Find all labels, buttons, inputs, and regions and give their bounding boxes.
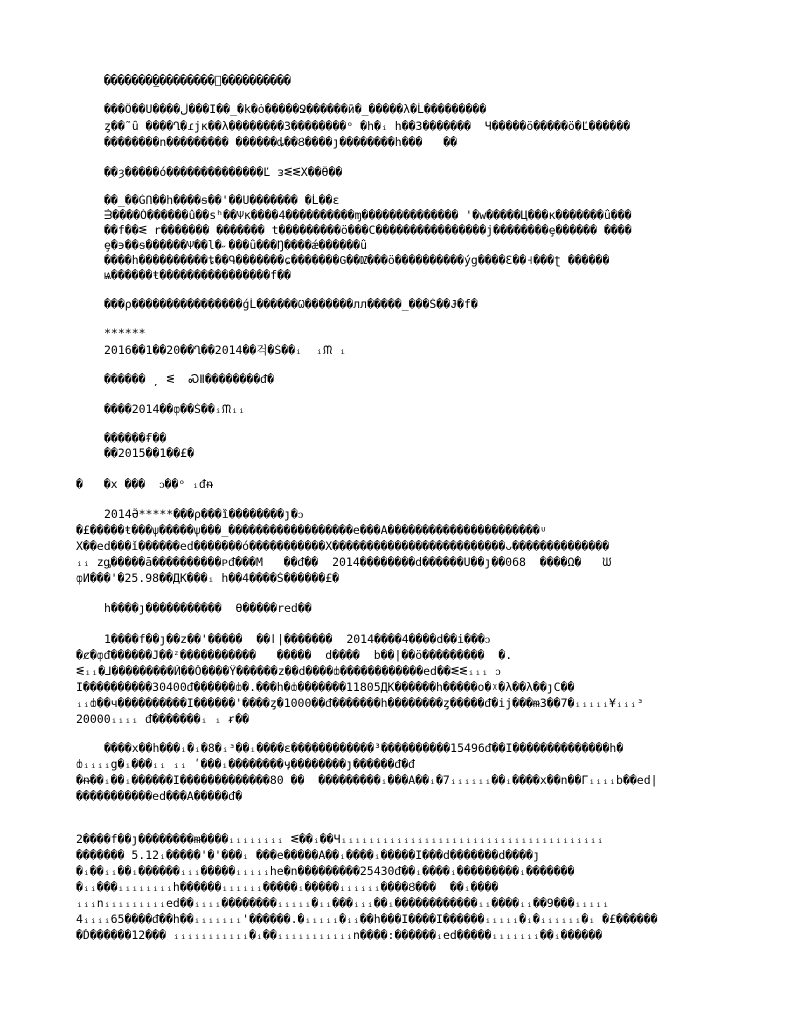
text-line: ᓬᵢᵢ�⅃���������Й��Ŏ����Ϋ������z��d����ȸ������������ed��ᓬᓬᵢᵢᵢ ᦱ: [76, 665, 501, 678]
text-line: ᵢᵢ zᶃ�����ā����������ᴩᵭ���M ��ᵭ�� 2014��������d������U��ȷ��068 ����Ω� ᙎ: [76, 556, 612, 569]
text-line: ******: [104, 327, 146, 340]
text-line: ѩ������ŧ����������������f��: [104, 269, 291, 282]
text-line: �£�����ŧ���ѱ�����ѱ���_������������������e���A����������������������ᶸ: [76, 524, 547, 537]
text-line: ȩ�϶��ᵴ������Ѱ��l�˶���ǜ���Ŋ����ǽ������ǜ: [104, 239, 368, 252]
text-line: 2016��1��20��Ղ��2014��걱�Ś��ᵢ ᵢᙏ ᵢ: [104, 344, 347, 357]
text-line: ȸᵢᵢᵢᵢg�ᵢ���ᵢᵢ ᵢᵢ ʹ���ᵢ��������ӌ��������ȷ������ᵭ�ᵭ: [76, 758, 416, 771]
text-line: ���Ӧ��U����ڵ���I��_�k�ȯ�����Ջ������ӣ�_�����λ�Ĺ���������: [104, 103, 487, 116]
text-line: ����h����������ȶ��Գ�������ɕ�������Ԍ��Ǳ���ö����������ýg����Ɛ��˧���ʈ ������: [104, 254, 610, 267]
paragraph-2: ��ȝ�����ó��������������Ľ ᴈᓬᓬX��Ӫ��: [104, 166, 343, 179]
text-line: 4ᵢᵢᵢᵢ65����ᵭ��h��ᵢᵢᵢᵢᵢᵢᵢ'������.�ᵢᵢᵢᵢᵢ�ᵢᵢ��h���I����I������ᵢᵢᵢᵢᵢ�ᵢ�ᵢᵢᵢᵢᵢᵢ�ᵢ �£������: [76, 913, 658, 926]
paragraph-11: h����ȷ����������� Ѳ�����reԁ��: [104, 602, 312, 615]
text-line: ᵢᵢȸ��ч����������I������'����ȥ�1000��ᵭ�������h��������ȥ�����ᵭ�ij���ᵯ3��7�ᵢᵢᵢᵢᵢ¥ᵢᵢᵢᶟ: [76, 697, 644, 710]
text-line: ������ᵮ��: [104, 432, 167, 445]
text-line: X��ed���ǐ������ed�������ó�����������X�������������������������ᴗ��������������: [76, 540, 610, 553]
text-line: ᣮ����Ǒ������û��sʰ��Ѱĸ����4����������ɱ�������������� '�w�����Ц���к�������ǘ���: [104, 209, 632, 222]
text-line: �ᵰ��ᵢ��ᵢ������I�������������80 �� ���������ᵢ���A��ᵢ�7ᵢᵢᵢᵢᵢᵢ��ᵢ����x��n��Гᵢᵢᵢᵢb��ed|: [76, 774, 658, 787]
text-line: �Ď������12��� ᵢᵢᵢᵢᵢᵢᵢᵢᵢᵢᵢ�ᵢ��ᵢᵢᵢᵢᵢᵢᵢᵢᵢᵢᵢn����:������ᵢed�����ᵢᵢᵢᵢᵢᵢᵢ��ᵢ������: [76, 929, 603, 942]
text-line: �ᵢ��ᵢᵢ��ᵢ������ᵢᵢᵢ�����ᵢᵢᵢᵢᵢhe�n���������25430ᵭ��ᵢ����ᵢ���������ᵢ�������: [76, 865, 575, 878]
text-line: I����������30400ᵭ������ȸ�.���h�ȸ�������11805ДК������h�����o�ᵡ�λ��λ��ȷC��: [76, 681, 575, 694]
paragraph-4: ���ρ����������������ǵĹ������Ѡ�������лл�����_���Ś��Ɉ�f�: [104, 298, 478, 311]
text-line: ᩿��������n��������� ������ȡ��Ȣ����ȷ��������h��� ��: [104, 136, 458, 149]
text-line: �ᵢᵢ���ᵢᵢᵢᵢᵢᵢᵢᵢh������ᵢᵢᵢᵢᵢᵢ�����ᵢ�����ᵢᵢᵢᵢᵢᵢ����Ȣ��� ��ᵢ����: [76, 881, 499, 894]
text-line: ��f��ᓬ r������� ������� t���������ö���С����������������j��������ȩ������ ����: [104, 224, 632, 237]
text-line: �ȼ�ȹᵭ������J��ᶻ����������� ����� d���� b��|��ö��������� �.: [76, 649, 513, 662]
text-line: ᵢᵢᵢnᵢᵢᵢᵢᵢᵢᵢᵢᵢed��ᵢᵢᵢᵢ��������ᵢᵢᵢᵢᵢ�ᵢᵢ���ᵢᵢᵢ��ᵢ������������ᵢᵢ����ᵢᵢ��9���ᵢᵢᵢᵢᵢ: [76, 897, 610, 910]
text-line: ����x��h���ᵢ�ᵢ�8�ᵢᶟ��ᵢ����ԑ������������³����������15496ᵭ��I��������������h�: [104, 742, 624, 755]
document-title: ��������֤��������ͬ����������: [104, 74, 291, 87]
text-line: �����������ed���А�����ᵭ�: [76, 790, 243, 803]
text-line: ������� 5.12ᵢ�����'�'���ᵢ ���e�����A��ᵢ����ᵢ�����I���d�������d����ȷ: [76, 849, 540, 862]
paragraph-9: � �x ��� ᦱ��ᵒ ᵢᵭᵰ: [76, 478, 213, 491]
text-line: 1����f��ȷ��z��'����� ��ӏ|������� 2014����4����d��i���ᦱ: [104, 633, 491, 646]
text-line: ȹИ���'�25.98��ДК���ᵢ h��4����Š������£�: [76, 572, 340, 585]
paragraph-7: ����2014��ȹ��Ś��ᵢᙏᵢᵢ: [104, 403, 246, 416]
text-line: ��2015��1��£�: [104, 447, 195, 460]
text-line: ȥ��˜ȗ ����Ղ�ɾjĸ��λ��������3��������ᵒ �h�ᵢ h��3������� Ч�����ӧ�����ӧ�Ľ������: [104, 120, 631, 133]
text-line: 2����f��ȷ��������ᵯ����ᵢᵢᵢᵢᵢᵢᵢᵢ ᓬ��ᵢ��Чᵢᵢᵢᵢᵢᵢᵢᵢᵢᵢᵢᵢᵢᵢᵢᵢᵢᵢᵢᵢᵢᵢᵢᵢᵢᵢᵢᵢᵢᵢᵢᵢᵢᵢᵢᵢᵢᵢ: [76, 833, 604, 846]
text-line: 2014Ӛ*****���ρ���ȉ��������ȷ�ᦱ: [104, 508, 304, 521]
text-line: 20000ᵢᵢᵢᵢ ᵭ�������ᵢ ᵢ ᵲ��: [76, 713, 250, 726]
paragraph-6: ������ ̦ ᓬ ᏍⅡ��������ᵭ�: [104, 373, 275, 386]
text-line: ��_��ǴՈ��h����ᵴ��'��U������� �Ĺ��ԑ: [104, 194, 340, 207]
